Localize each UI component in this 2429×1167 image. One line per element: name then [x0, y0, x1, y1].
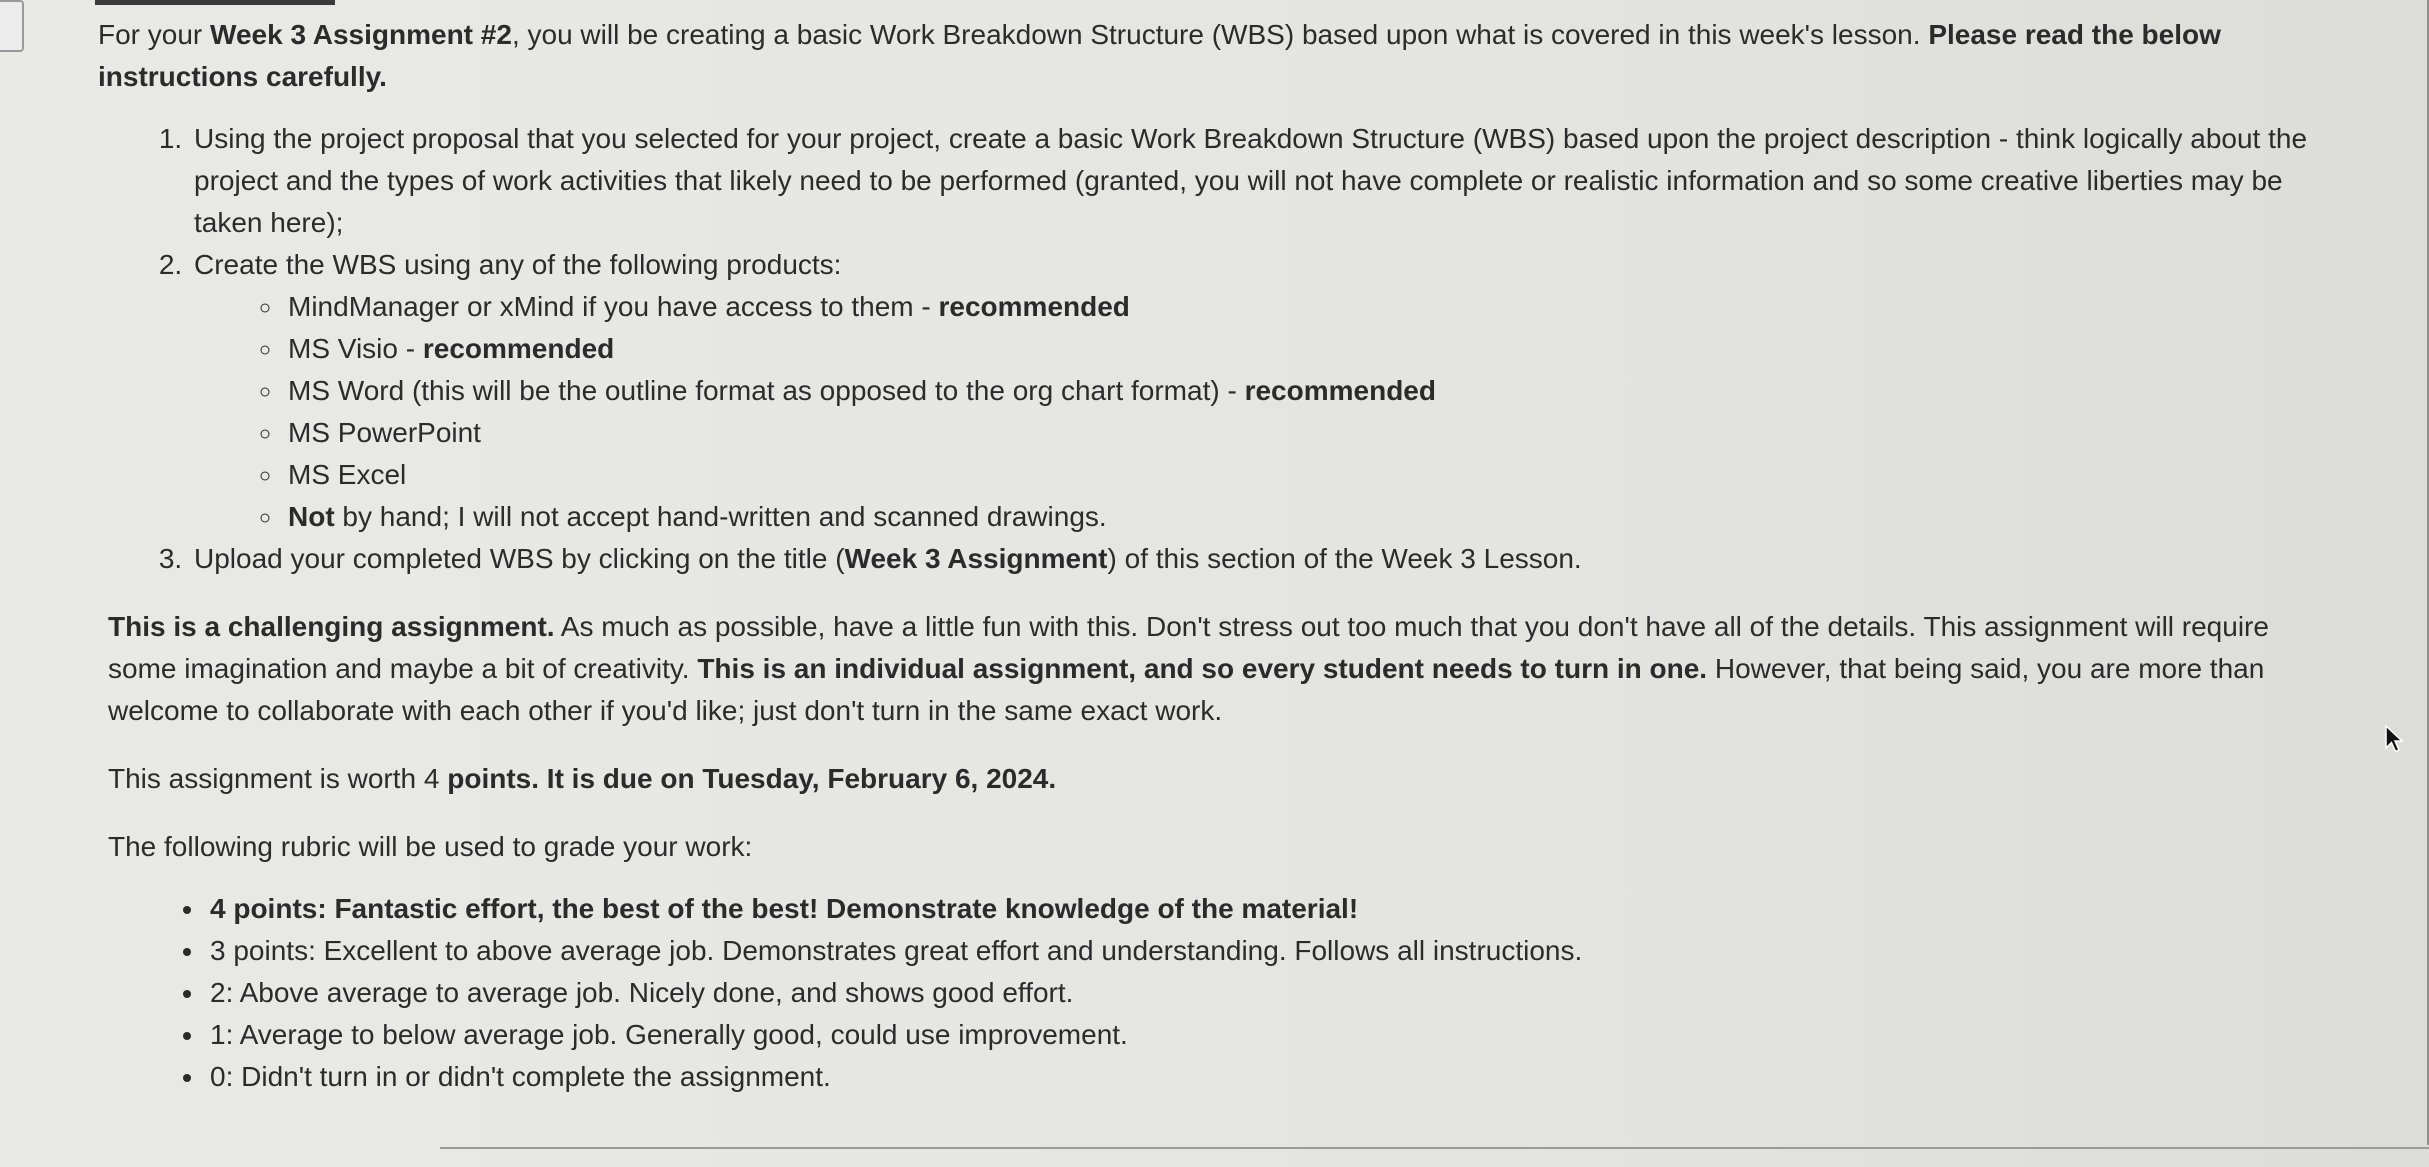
product-recommended: recommended — [422, 333, 615, 364]
section-title-underline — [95, 0, 335, 5]
product-text: MS PowerPoint — [288, 417, 481, 448]
assignment-name: Week 3 Assignment #2 — [210, 19, 512, 50]
product-item — [284, 328, 2348, 370]
challenge-text-2: However, that being said, you are more than welcome to collaborate with each other if you'd like; just don't turn in the same exact work. — [108, 653, 2265, 726]
product-item — [284, 286, 2348, 328]
rubric-item-text: 3 points: Excellent to above average job. Demonstrates great effort and understanding. Follows all instructions. — [210, 935, 1583, 966]
product-not-lead: Not — [288, 501, 335, 532]
instruction-steps — [98, 118, 2348, 580]
rubric-list — [98, 888, 2348, 1098]
rubric-item — [206, 888, 2348, 930]
product-text: MS Visio - — [288, 333, 423, 364]
intro-text-2: , you will be creating a basic Work Breakdown Structure (WBS) based upon what is covered in this week's lesson. — [511, 19, 1929, 50]
worth-paragraph — [98, 758, 2348, 800]
rubric-item-text: 1: Average to below average job. Generally good, could use improvement. — [210, 1019, 1128, 1050]
rubric-item-text: 2: Above average to average job. Nicely done, and shows good effort. — [210, 977, 1074, 1008]
rubric-item — [206, 1056, 2348, 1098]
read-instructions-note: Please read the below instructions carefully. — [98, 19, 2221, 92]
product-item — [284, 370, 2348, 412]
rubric-item — [206, 930, 2348, 972]
challenge-paragraph — [98, 606, 2338, 732]
product-item — [284, 412, 2348, 454]
due-date: points. It is due on Tuesday, February 6, 2024. — [447, 763, 1057, 794]
rubric-item — [206, 972, 2348, 1014]
rubric-item — [206, 1014, 2348, 1056]
product-recommended: recommended — [1244, 375, 1436, 406]
mouse-pointer-icon — [2384, 724, 2404, 754]
sidebar-toggle-tab[interactable] — [0, 0, 24, 52]
product-text: MS Word (this will be the outline format as opposed to the org chart format) - — [288, 375, 1245, 406]
product-item — [284, 454, 2348, 496]
product-text: by hand; I will not accept hand-written and scanned drawings. — [334, 501, 1107, 532]
intro-paragraph — [98, 14, 2348, 98]
step-3-text-1: Upload your completed WBS by clicking on the title ( — [194, 543, 845, 574]
step-1-text: Using the project proposal that you selected for your project, create a basic Work Breakdown Structure (WBS) based upon the project description - think logically about the project and the types of work activities that likely need to be performed (granted, you will not have complete or realistic information and so some creative liberties may be taken here); — [194, 123, 2308, 238]
product-recommended: recommended — [938, 291, 1130, 322]
step-3-assignment-title: Week 3 Assignment — [844, 543, 1108, 574]
challenge-text-1: As much as possible, have a little fun with this. Don't stress out too much that you don't have all of the details. This assignment will require some imagination and maybe a bit of creativity. — [108, 611, 2269, 684]
worth-text: This assignment is worth 4 — [108, 763, 448, 794]
step-item — [190, 538, 2348, 580]
challenge-bold-2: This is an individual assignment, and so every student needs to turn in one. — [697, 653, 1708, 684]
product-item — [284, 496, 2348, 538]
rubric-intro: The following rubric will be used to grade your work: — [108, 831, 753, 862]
step-item — [190, 244, 2348, 538]
step-3-text-2: ) of this section of the Week 3 Lesson. — [1107, 543, 1582, 574]
rubric-item-text: 4 points: Fantastic effort, the best of the best! Demonstrate knowledge of the material! — [210, 893, 1359, 924]
product-list — [194, 286, 2348, 538]
step-2-text: Create the WBS using any of the following products: — [194, 249, 842, 280]
assignment-instructions — [98, 14, 2348, 1098]
rubric-item-text: 0: Didn't turn in or didn't complete the assignment. — [210, 1061, 831, 1092]
challenge-bold-1: This is a challenging assignment. — [108, 611, 555, 642]
product-text: MindManager or xMind if you have access to them - — [288, 291, 939, 322]
product-text: MS Excel — [288, 459, 407, 490]
step-item — [190, 118, 2348, 244]
content-panel-bottom-border — [440, 1147, 2429, 1149]
intro-text-1: For your — [98, 19, 211, 50]
